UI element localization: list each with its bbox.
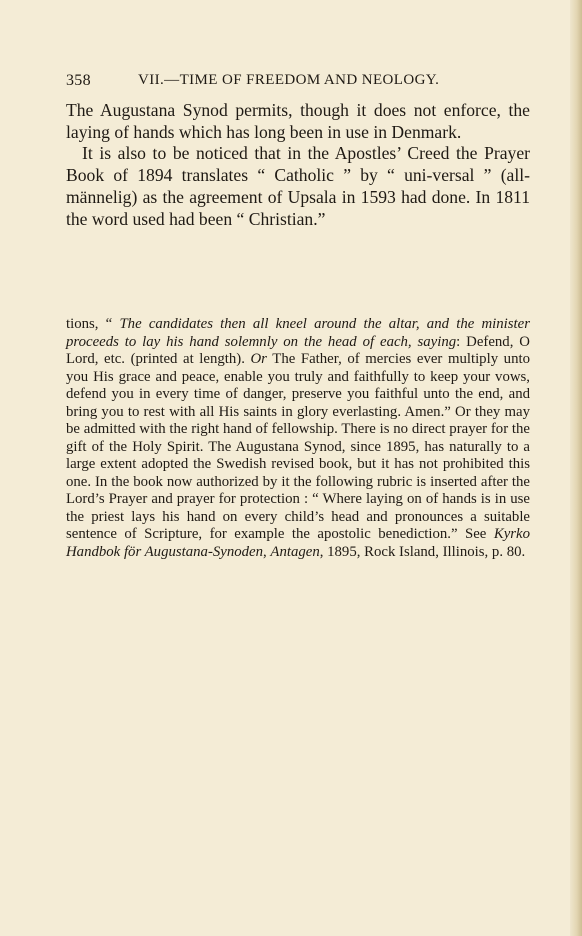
footnote-lead: tions, “ [66,316,120,332]
footnote-text-3: , [263,543,271,560]
footnote-italic-rubric: The candidates then all kneel around the altar, and the minister proceeds to lay his hand solemnly on the head of each, saying [66,316,530,350]
paragraph-apostles-creed: It is also to be noticed that in the Apostles’ Creed the Prayer Book of 1894 translates “ Catholic ” by “ uni-versal ” (all-männelig) as the agreement of Upsala in 1593 had done. In 1811 the word used had been “ Christian.” [66,143,530,229]
main-text [66,100,530,230]
footnote-text-4: , 1895, Rock Island, Illinois, p. 80. [319,543,526,560]
footnote-book-title: Kyrko Handbok för Augustana-Synoden [66,526,530,560]
footnote [66,316,530,561]
page-edge-shadow [570,0,582,936]
footnote-paragraph [66,316,530,561]
footnote-text-2: The Father, of mercies ever multiply unto you His grace and peace, enable you truly and faithfully to keep your vows, defend you in every time of danger, preserve you faithful unto the end, and bring you to rest with all His saints in glory everlasting. Amen.” Or they may be admitted with the right hand of fellowship. There is no direct prayer for the gift of the Holy Spirit. The Augustana Synod, since 1895, has naturally to a large extent adopted the Swedish revised book, but it has not prohibited this one. In the book now authorized by it the following rubric is inserted after the Lord’s Prayer and prayer for protection : “ Where laying on of hands is in use the priest lays his hand on every child’s head and pronounces a suitable sentence of Scripture, for example the apostolic benediction.” See [66,351,530,542]
footnote-text-1: : Defend, O Lord, etc. (printed at length). [66,333,530,367]
paragraph-laying-of-hands: The Augustana Synod permits, though it does not enforce, the laying of hands which has long been in use in Denmark. [66,100,530,142]
footnote-antagen: Antagen [270,543,320,560]
page-header [66,72,530,94]
footnote-italic-or: Or [250,351,267,367]
running-head: VII.—TIME OF FREEDOM AND NEOLOGY. [138,72,440,88]
page-number: 358 [66,72,91,89]
